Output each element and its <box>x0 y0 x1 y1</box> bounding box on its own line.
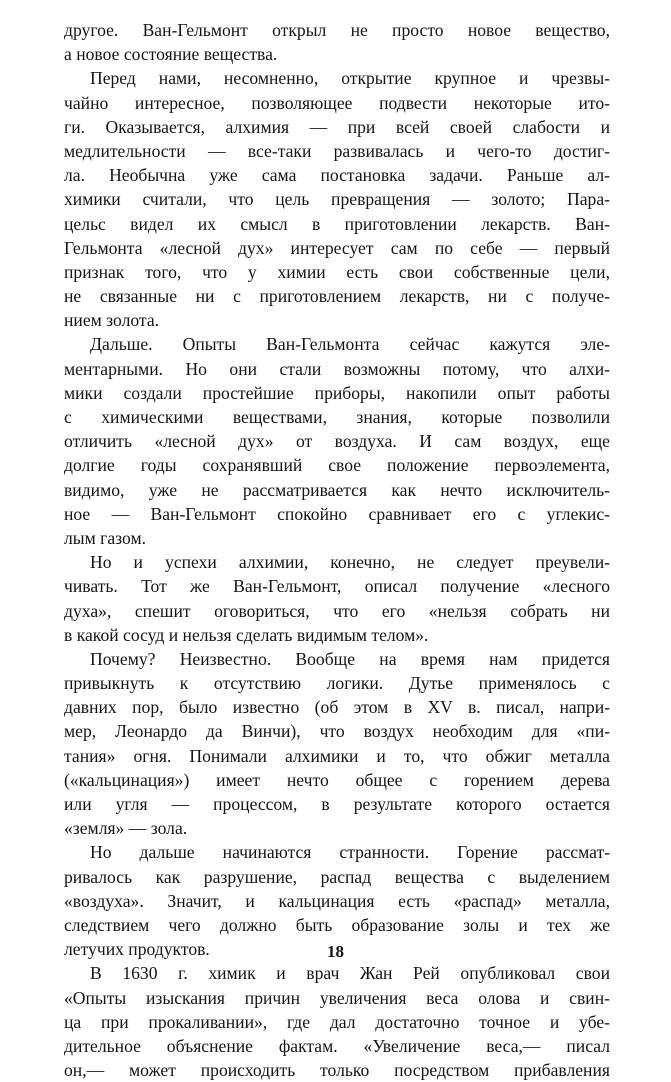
text-line: привыкнуть к отсутствию логики. Дутье применялось с <box>64 673 610 694</box>
text-line: летучих продуктов. <box>64 939 210 960</box>
text-line: с химическими веществами, знания, которые позволили <box>64 407 610 427</box>
text-line: а новое состояние вещества. <box>64 44 278 65</box>
text-line: Дальше. Опыты Ван-Гельмонта сейчас кажутся эле- <box>90 334 610 355</box>
text-line: духа», спешит оговориться, что его «нельзя собрать ни <box>64 600 610 621</box>
text-line: чайно интересное, позволяющее подвести некоторые ито- <box>64 92 610 113</box>
text-line: он,— может происходить только посредством прибавления <box>64 1060 610 1081</box>
text-line: Но дальше начинаются странности. Горение рассмат- <box>90 842 610 863</box>
text-line: «Опыты изыскания причин увеличения веса олова и свин- <box>64 987 610 1008</box>
text-line: не связанные ни с приготовлением лекарств, ни с получе- <box>64 286 610 307</box>
text-line: долгие годы сохранявший свое положение первоэлемента, <box>64 455 610 476</box>
text-line: цельс видел их смысл в приготовлении лекарств. Ван- <box>64 213 610 234</box>
text-line: тания» огня. Понимали алхимики и то, что обжиг металла <box>64 745 610 766</box>
text-line: мики создали простейшие приборы, накопили опыт работы <box>64 382 610 403</box>
text-line: другое. Ван-Гельмонт открыл не просто новое вещество, <box>64 20 610 40</box>
paragraph-5 <box>64 647 610 841</box>
text-line: В 1630 г. химик и врач Жан Рей опубликовал свои <box>90 963 610 984</box>
text-line: лым газом. <box>64 527 146 548</box>
text-line: давних пор, было известно (об этом в XV в. писал, напри- <box>64 697 610 718</box>
paragraph-2 <box>64 66 610 332</box>
text-line: дительное объяснение фактам. «Увеличение веса,— писал <box>64 1035 610 1056</box>
text-line: видимо, уже не рассматривается как нечто исключитель- <box>64 479 610 500</box>
text-line: мер, Леонардо да Винчи), что воздух необходим для «пи- <box>64 721 610 742</box>
text-line: ное — Ван-Гельмонт спокойно сравнивает его с углекис- <box>64 503 610 524</box>
paragraph-3 <box>64 332 610 550</box>
text-line: «земля» — зола. <box>64 818 188 839</box>
text-line: следствием чего должно быть образование золы и тех же <box>64 914 610 935</box>
text-line: признак того, что у химии есть свои собственные цели, <box>64 261 610 282</box>
text-line: отличить «лесной дух» от воздуха. И сам воздух, еще <box>64 431 610 452</box>
text-line: Гельмонта «лесной дух» интересует сам по себе — первый <box>64 237 610 258</box>
text-line: ги. Оказывается, алхимия — при всей своей слабости и <box>64 116 610 137</box>
text-line: Перед нами, несомненно, открытие крупное и чрезвы- <box>90 68 610 89</box>
paragraph-4 <box>64 550 610 647</box>
paragraph-1 <box>64 18 610 66</box>
page-text <box>64 18 610 1082</box>
text-line: или угля — процессом, в результате которого остается <box>64 794 610 814</box>
text-line: химики считали, что цель превращения — золото; Пара- <box>64 189 610 210</box>
page-number: 18 <box>327 942 344 961</box>
text-line: «воздуха». Значит, и кальцинация есть «распад» металла, <box>64 890 610 911</box>
text-line: ривалось как разрушение, распад вещества с выделением <box>64 866 610 887</box>
text-line: ла. Необычна уже сама постановка задачи. Раньше ал- <box>64 165 610 186</box>
paragraph-7 <box>64 961 610 1082</box>
text-line: ментарными. Но они стали возможны потому, что алхи- <box>64 358 610 379</box>
text-line: («кальцинация») имеет нечто общее с горением дерева <box>64 769 610 790</box>
text-line: чивать. Тот же Ван-Гельмонт, описал получение «лесного <box>64 576 610 597</box>
text-line: в какой сосуд и нельзя сделать видимым телом». <box>64 624 429 645</box>
text-line: нием золота. <box>64 310 160 331</box>
text-line: медлительности — все-таки развивалась и чего-то достиг- <box>64 140 610 161</box>
text-line: Но и успехи алхимии, конечно, не следует преувели- <box>90 552 610 573</box>
text-line: ца при прокаливании», где дал достаточно точное и убе- <box>64 1011 610 1032</box>
text-line: Почему? Неизвестно. Вообще на время нам придется <box>90 648 610 669</box>
